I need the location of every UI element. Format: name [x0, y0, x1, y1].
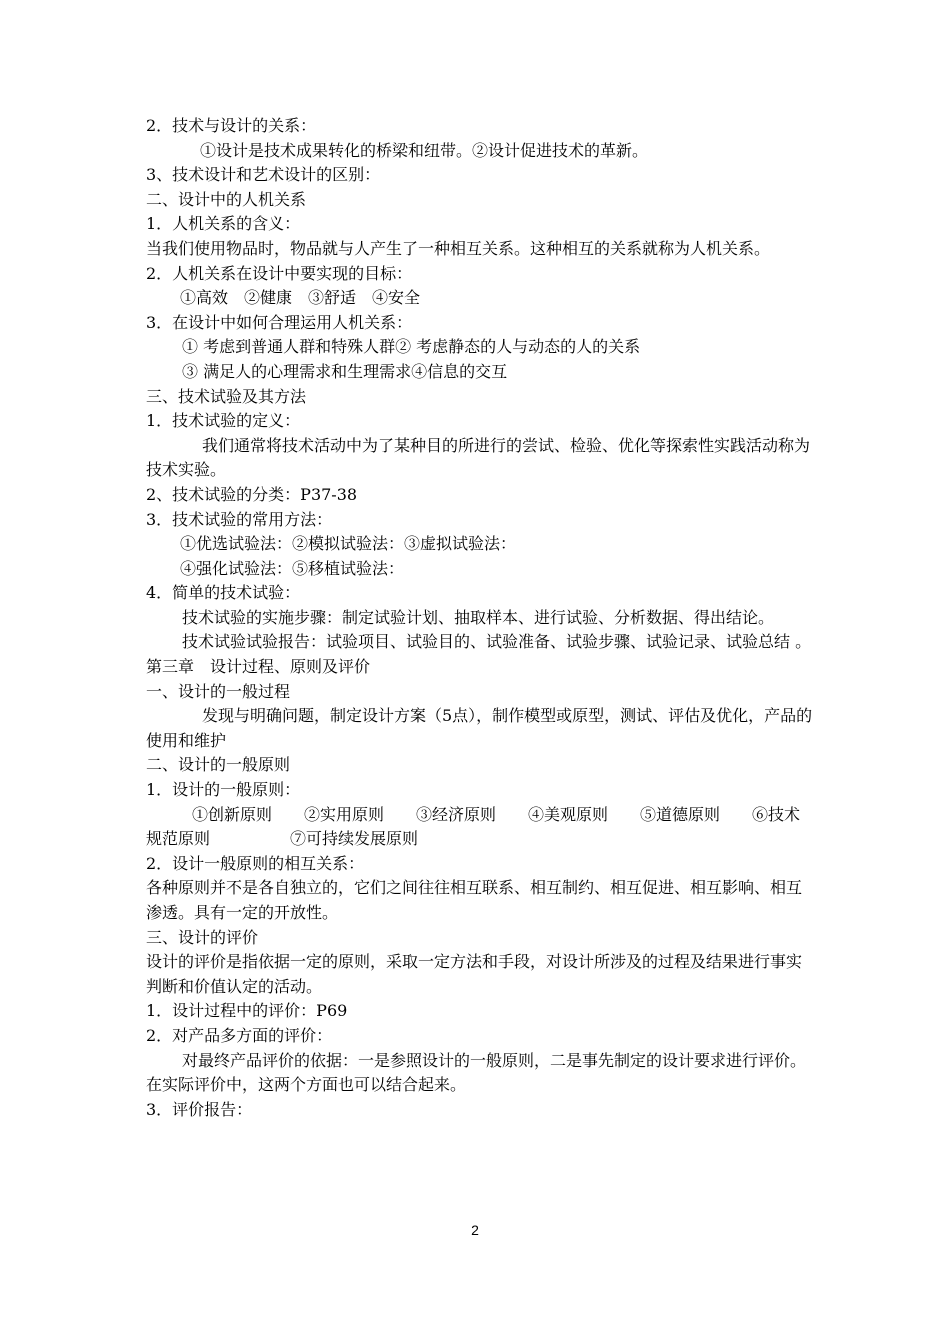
- text-line: ④强化试验法：⑤移植试验法：: [180, 558, 405, 578]
- text-line: ①高效 ②健康 ③舒适 ④安全: [180, 288, 421, 308]
- heading-tech-art-difference: 3、技术设计和艺术设计的区别：: [146, 165, 381, 185]
- chapter-heading: 第三章 设计过程、原则及评价: [146, 657, 371, 677]
- paragraph: 设计的评价是指依据一定的原则，采取一定方法和手段，对设计所涉及的过程及结果进行事实判断和价值认定的活动。: [146, 952, 803, 996]
- subheading: 3．评价报告：: [146, 1099, 253, 1119]
- subheading: 2．设计一般原则的相互关系：: [146, 853, 365, 873]
- subheading: 1．设计过程中的评价：P69: [146, 1001, 348, 1021]
- paragraph: 技术试验试验报告：试验项目、试验目的、试验准备、试验步骤、试验记录、试验总结 。: [182, 632, 812, 652]
- subheading: 3．在设计中如何合理运用人机关系：: [146, 312, 413, 332]
- text-line: ① 考虑到普通人群和特殊人群② 考虑静态的人与动态的人的关系: [182, 337, 641, 357]
- page-number: 2: [471, 1222, 479, 1238]
- heading-tech-design-relation: 2．技术与设计的关系：: [146, 116, 317, 135]
- subheading: 4．简单的技术试验：: [146, 583, 301, 603]
- paragraph: 发现与明确问题，制定设计方案（5点），制作模型或原型，测试、评估及优化，产品的使用和维护: [146, 706, 813, 750]
- paragraph: 对最终产品评价的依据：一是参照设计的一般原则，二是事先制定的设计要求进行评价。在实际评价中，这两个方面也可以结合起来。: [146, 1050, 807, 1095]
- subheading: 1．技术试验的定义：: [146, 411, 301, 431]
- section-heading: 一、设计的一般过程: [146, 681, 291, 701]
- subheading: 3．技术试验的常用方法：: [146, 509, 333, 529]
- subheading: 2．对产品多方面的评价：: [146, 1025, 333, 1045]
- paragraph: 当我们使用物品时，物品就与人产生了一种相互关系。这种相互的关系就称为人机关系。: [146, 238, 771, 258]
- paragraph: 我们通常将技术活动中为了某种目的所进行的尝试、检验、优化等探索性实践活动称为技术实验。: [146, 435, 811, 480]
- paragraph: 技术试验的实施步骤：制定试验计划、抽取样本、进行试验、分析数据、得出结论。: [182, 607, 775, 627]
- text-line: ①优选试验法：②模拟试验法：③虚拟试验法：: [180, 534, 517, 554]
- paragraph: ①创新原则 ②实用原则 ③经济原则 ④美观原则 ⑤道德原则 ⑥技术规范原则 ⑦可持续发展原则: [146, 804, 801, 849]
- subheading: 2．人机关系在设计中要实现的目标：: [146, 263, 413, 283]
- section-heading: 二、设计中的人机关系: [146, 189, 307, 209]
- section-heading: 二、设计的一般原则: [146, 755, 291, 775]
- paragraph: 各种原则并不是各自独立的，它们之间往往相互联系、相互制约、相互促进、相互影响、相互渗透。具有一定的开放性。: [146, 878, 803, 922]
- text-line: ③ 满足人的心理需求和生理需求④信息的交互: [182, 361, 508, 381]
- section-heading: 三、设计的评价: [146, 927, 259, 947]
- text-line: ①设计是技术成果转化的桥梁和纽带。②设计促进技术的革新。: [200, 140, 649, 160]
- section-heading: 三、技术试验及其方法: [146, 386, 307, 406]
- subheading: 1．人机关系的含义：: [146, 214, 301, 234]
- document-body: [146, 114, 814, 1122]
- subheading: 1．设计的一般原则：: [146, 780, 301, 800]
- subheading: 2、技术试验的分类：P37-38: [146, 484, 358, 504]
